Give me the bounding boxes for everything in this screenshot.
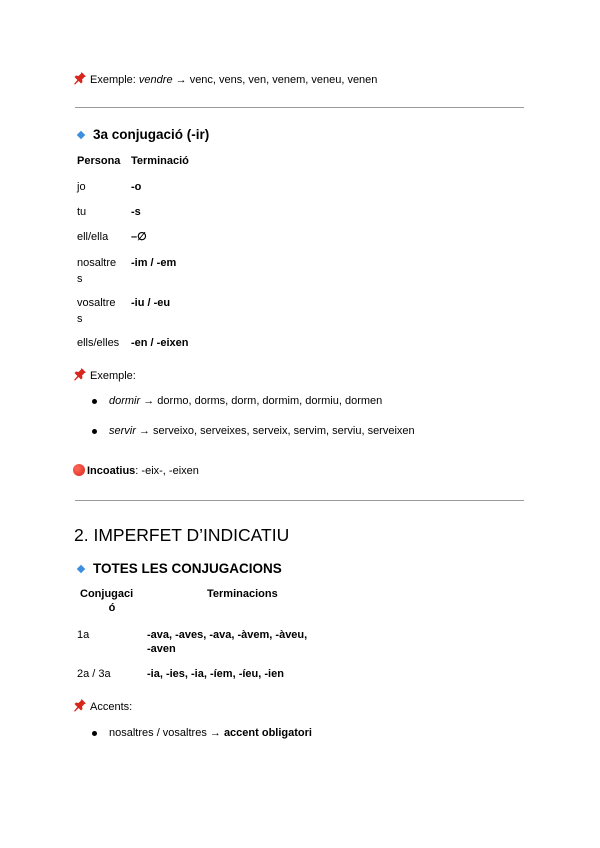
list-item: dormir → dormo, dorms, dorm, dormim, dormiu, dormen — [109, 395, 383, 407]
small-blue-diamond-icon — [77, 131, 85, 139]
example-forms: venc, vens, ven, venem, veneu, venen — [189, 74, 378, 86]
persona-cell: tu — [77, 206, 87, 218]
ending-cell: -o — [131, 181, 142, 193]
pushpin-icon — [73, 71, 87, 85]
bullet — [92, 731, 97, 736]
section-heading-third-conjugation: 3a conjugació (-ir) — [75, 127, 209, 142]
persona-cell: jo — [77, 181, 86, 193]
list-item: servir → serveixo, serveixes, serveix, servim, serviu, serveixen — [109, 425, 415, 437]
column-header-persona: Persona — [77, 155, 121, 167]
section-heading-imperfect: 2. IMPERFET D’INDICATIU — [74, 525, 290, 545]
example-verb: vendre — [138, 74, 173, 86]
pushpin-icon — [73, 698, 87, 712]
column-header-terminacions: Terminacions — [207, 588, 278, 600]
persona-cell: ells/elles — [77, 337, 120, 349]
bullet — [92, 429, 97, 434]
bullet — [92, 399, 97, 404]
arrow: → — [175, 74, 187, 86]
divider — [75, 107, 524, 108]
list-item: nosaltres / vosaltres → accent obligatori — [109, 727, 312, 739]
top-example-line — [73, 71, 377, 87]
subheading-all-conjugations: TOTES LES CONJUGACIONS — [75, 561, 282, 576]
persona-cell: vosaltre s — [77, 297, 116, 325]
conjugation-cell: 2a / 3a — [77, 668, 111, 680]
incoatius-line: Incoatius: -eix-, -eixen — [73, 464, 199, 478]
divider — [75, 500, 524, 501]
ending-cell: -en / -eixen — [131, 337, 189, 349]
ending-cell: -im / -em — [131, 257, 177, 269]
ending-cell: –∅ — [131, 231, 147, 243]
endings-cell: -ava, -aves, -ava, -àvem, -àveu, -aven — [147, 629, 308, 655]
pushpin-icon — [73, 367, 87, 381]
example-label: Exemple: — [90, 74, 136, 86]
red-circle-icon — [73, 464, 85, 476]
ending-cell: -iu / -eu — [131, 297, 171, 309]
conjugation-cell: 1a — [77, 629, 90, 641]
example-label-line: Exemple: — [73, 367, 136, 383]
accents-label-line: Accents: — [73, 698, 132, 714]
endings-cell: -ia, -ies, -ia, -íem, -íeu, -ien — [147, 668, 284, 680]
persona-cell: ell/ella — [77, 231, 109, 243]
small-blue-diamond-icon — [77, 565, 85, 573]
persona-cell: nosaltre s — [77, 257, 117, 285]
column-header-terminacio: Terminació — [131, 155, 189, 167]
ending-cell: -s — [131, 206, 141, 218]
column-header-conjugacio: Conjugaci ó — [80, 588, 134, 614]
